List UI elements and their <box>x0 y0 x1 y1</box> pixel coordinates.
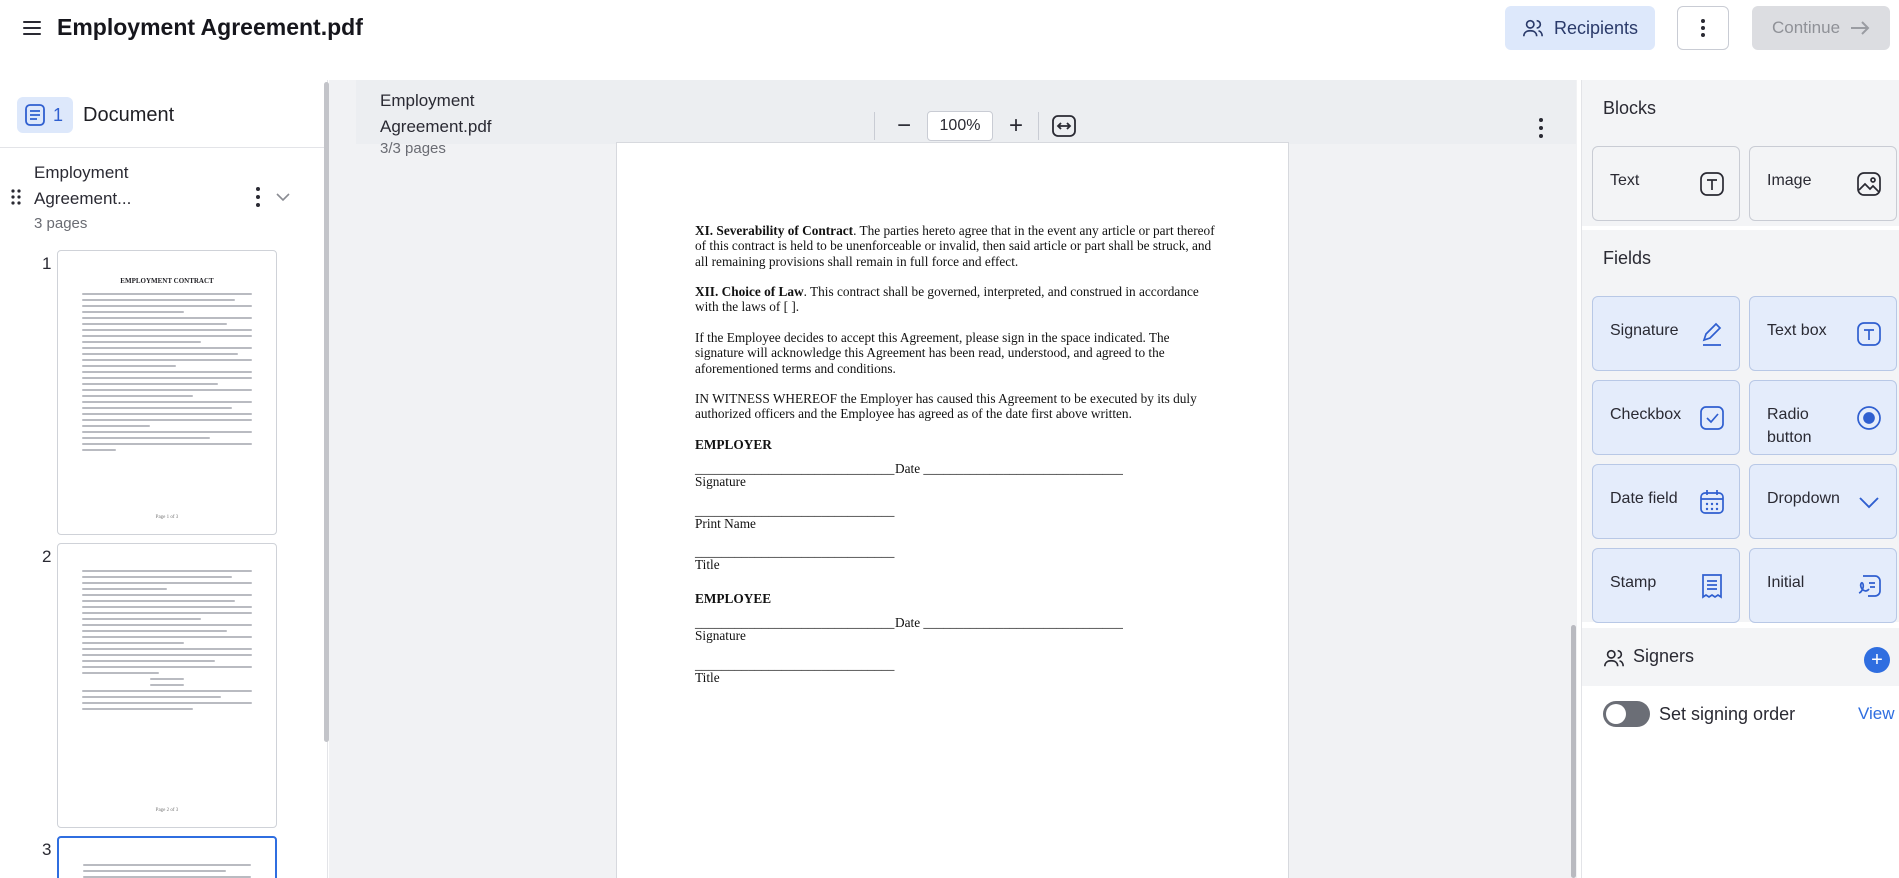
tile-label: Text box <box>1767 322 1827 339</box>
file-page-count: 3 pages <box>34 215 88 232</box>
toolbar-divider <box>874 112 875 140</box>
continue-label: Continue <box>1771 18 1841 37</box>
employer-signature-line: ______________________________ <box>695 461 895 476</box>
file-name-line2: Agreement... <box>34 189 132 208</box>
top-bar <box>0 0 1899 58</box>
initial-icon <box>1856 573 1882 599</box>
file-options-icon[interactable] <box>250 185 266 209</box>
blocks-header <box>1582 80 1899 136</box>
page-thumbnail-1[interactable] <box>57 250 277 535</box>
signers-header <box>1582 628 1899 686</box>
chevron-down-icon <box>1856 489 1882 515</box>
document-count: 1 <box>53 104 64 125</box>
choice-of-law-title: XII. Choice of Law <box>695 284 804 299</box>
users-icon <box>1522 17 1544 39</box>
checkbox-icon <box>1699 405 1725 431</box>
severability-text: . The parties hereto agree that in the event any article or part thereof of this contract is held to be unenforceable or invalid, then said article or part shall be struck, and all remaining provisions shall remain in full force and effect. <box>695 223 1215 269</box>
documents-label: Document <box>83 104 175 126</box>
viewer-toolbar <box>356 80 1576 157</box>
employer-title-line: ______________________________ <box>695 544 895 559</box>
thumbnail-number: 2 <box>42 547 52 566</box>
recipients-button[interactable] <box>1505 6 1655 50</box>
zoom-out-button[interactable]: − <box>896 112 911 139</box>
thumbnail-text-lines <box>58 285 276 463</box>
tile-label: Image <box>1767 172 1812 189</box>
acceptance-paragraph: If the Employee decides to accept this Agreement, please sign in the space indicated. The signature will acknowledge this Agreement has been read, understood, and agreed to the aforementioned terms and conditions. <box>695 330 1170 376</box>
tile-label: Signature <box>1610 322 1679 339</box>
tile-label: Text <box>1610 172 1640 189</box>
viewer-file-line2: Agreement.pdf <box>380 117 492 136</box>
employee-title-label: Title <box>695 670 720 685</box>
viewer-file-line1: Employment <box>380 91 475 110</box>
radio-icon <box>1856 405 1882 431</box>
calendar-icon <box>1699 489 1725 515</box>
kebab-icon <box>1700 18 1706 38</box>
choice-of-law-text: . This contract shall be governed, interpreted, and construed in accordance with the laws of [ ]. <box>695 284 1199 315</box>
dropdown-field-tile[interactable] <box>1749 464 1897 539</box>
blocks-label: Blocks <box>1603 98 1657 118</box>
employer-signature-label: Signature <box>695 474 746 489</box>
witness-paragraph: IN WITNESS WHEREOF the Employer has caused this Agreement to be executed by its duly authorized officers and the Employee has agreed as of the date first above written. <box>695 391 1197 422</box>
toolbar-divider <box>1038 112 1039 140</box>
document-count-badge[interactable] <box>17 97 73 133</box>
documents-sidebar <box>0 80 328 878</box>
fit-width-button[interactable] <box>1049 112 1079 140</box>
thumbnail-footer: Page 2 of 3 <box>155 808 179 813</box>
pdf-page[interactable] <box>616 142 1289 878</box>
severability-paragraph <box>695 223 1215 269</box>
severability-title: XI. Severability of Contract <box>695 223 854 238</box>
employee-signature-line: ______________________________ <box>695 615 895 630</box>
thumbnail-number: 3 <box>42 840 52 859</box>
print-name-label: Print Name <box>695 516 756 531</box>
employee-heading: EMPLOYEE <box>695 591 772 606</box>
users-icon <box>1603 647 1625 669</box>
text-block-icon <box>1699 171 1725 197</box>
viewer-file-name <box>380 88 492 140</box>
zoom-in-button[interactable]: + <box>1008 112 1023 139</box>
viewer-scrollbar[interactable] <box>1571 625 1576 878</box>
signers-label: Signers <box>1633 646 1695 666</box>
signing-order-toggle[interactable] <box>1603 701 1650 727</box>
choice-of-law-paragraph <box>695 284 1215 315</box>
documents-header <box>0 80 324 148</box>
signature-field-tile[interactable] <box>1592 296 1740 371</box>
tile-label: Initial <box>1767 574 1805 591</box>
document-viewer <box>329 80 1577 878</box>
tile-label: Checkbox <box>1610 406 1682 423</box>
continue-button[interactable] <box>1752 6 1890 50</box>
checkbox-field-tile[interactable] <box>1592 380 1740 455</box>
thumbnail-footer: Page 1 of 3 <box>155 515 179 520</box>
text-block-tile[interactable] <box>1592 146 1740 221</box>
employee-date-line: Date ______________________________ <box>895 615 1123 630</box>
image-block-tile[interactable] <box>1749 146 1897 221</box>
text-box-icon <box>1856 321 1882 347</box>
employer-title-label: Title <box>695 557 720 572</box>
drag-handle-icon[interactable] <box>10 188 22 206</box>
file-name-line1: Employment <box>34 163 129 182</box>
employee-signature-label: Signature <box>695 628 746 643</box>
thumbnail-text-lines <box>59 838 275 878</box>
initial-field-tile[interactable] <box>1749 548 1897 623</box>
tile-label: Radio button <box>1767 406 1812 446</box>
fields-header <box>1582 230 1899 286</box>
thumbnail-heading: EMPLOYMENT CONTRACT <box>120 277 214 285</box>
file-name[interactable] <box>34 160 184 212</box>
view-link[interactable]: View <box>1858 704 1895 723</box>
chevron-down-icon[interactable] <box>276 192 290 202</box>
radio-button-field-tile[interactable] <box>1749 380 1897 455</box>
document-title: Employment Agreement.pdf <box>57 14 363 40</box>
stamp-icon <box>1699 573 1725 599</box>
image-icon <box>1856 171 1882 197</box>
page-indicator: 3/3 pages <box>380 140 446 157</box>
print-name-line: ______________________________ <box>695 503 895 518</box>
thumbnail-text-lines <box>58 544 276 722</box>
hamburger-menu-icon[interactable] <box>20 16 44 40</box>
pen-icon <box>1699 321 1725 347</box>
tile-label: Dropdown <box>1767 490 1840 507</box>
employee-title-line: ______________________________ <box>695 657 895 672</box>
fields-label: Fields <box>1603 248 1652 268</box>
page-thumbnail-3[interactable] <box>57 836 277 878</box>
stamp-field-tile[interactable] <box>1592 548 1740 623</box>
more-options-button[interactable] <box>1677 6 1729 50</box>
employer-date-line: Date ______________________________ <box>895 461 1123 476</box>
viewer-options-icon[interactable] <box>1533 116 1549 140</box>
page-thumbnail-2[interactable] <box>57 543 277 828</box>
tile-label: Date field <box>1610 490 1678 507</box>
signing-order-label: Set signing order <box>1659 704 1796 724</box>
date-field-tile[interactable] <box>1592 464 1740 539</box>
tile-label: Stamp <box>1610 574 1657 591</box>
text-box-field-tile[interactable] <box>1749 296 1897 371</box>
fit-width-icon <box>1052 115 1076 137</box>
thumbnail-number: 1 <box>42 254 52 273</box>
document-icon <box>25 104 45 126</box>
add-signer-button[interactable]: + <box>1864 647 1890 673</box>
employer-heading: EMPLOYER <box>695 437 772 452</box>
arrow-right-icon <box>1850 20 1870 36</box>
tools-panel <box>1581 80 1899 878</box>
zoom-level[interactable]: 100% <box>927 111 993 141</box>
recipients-label: Recipients <box>1553 17 1639 38</box>
